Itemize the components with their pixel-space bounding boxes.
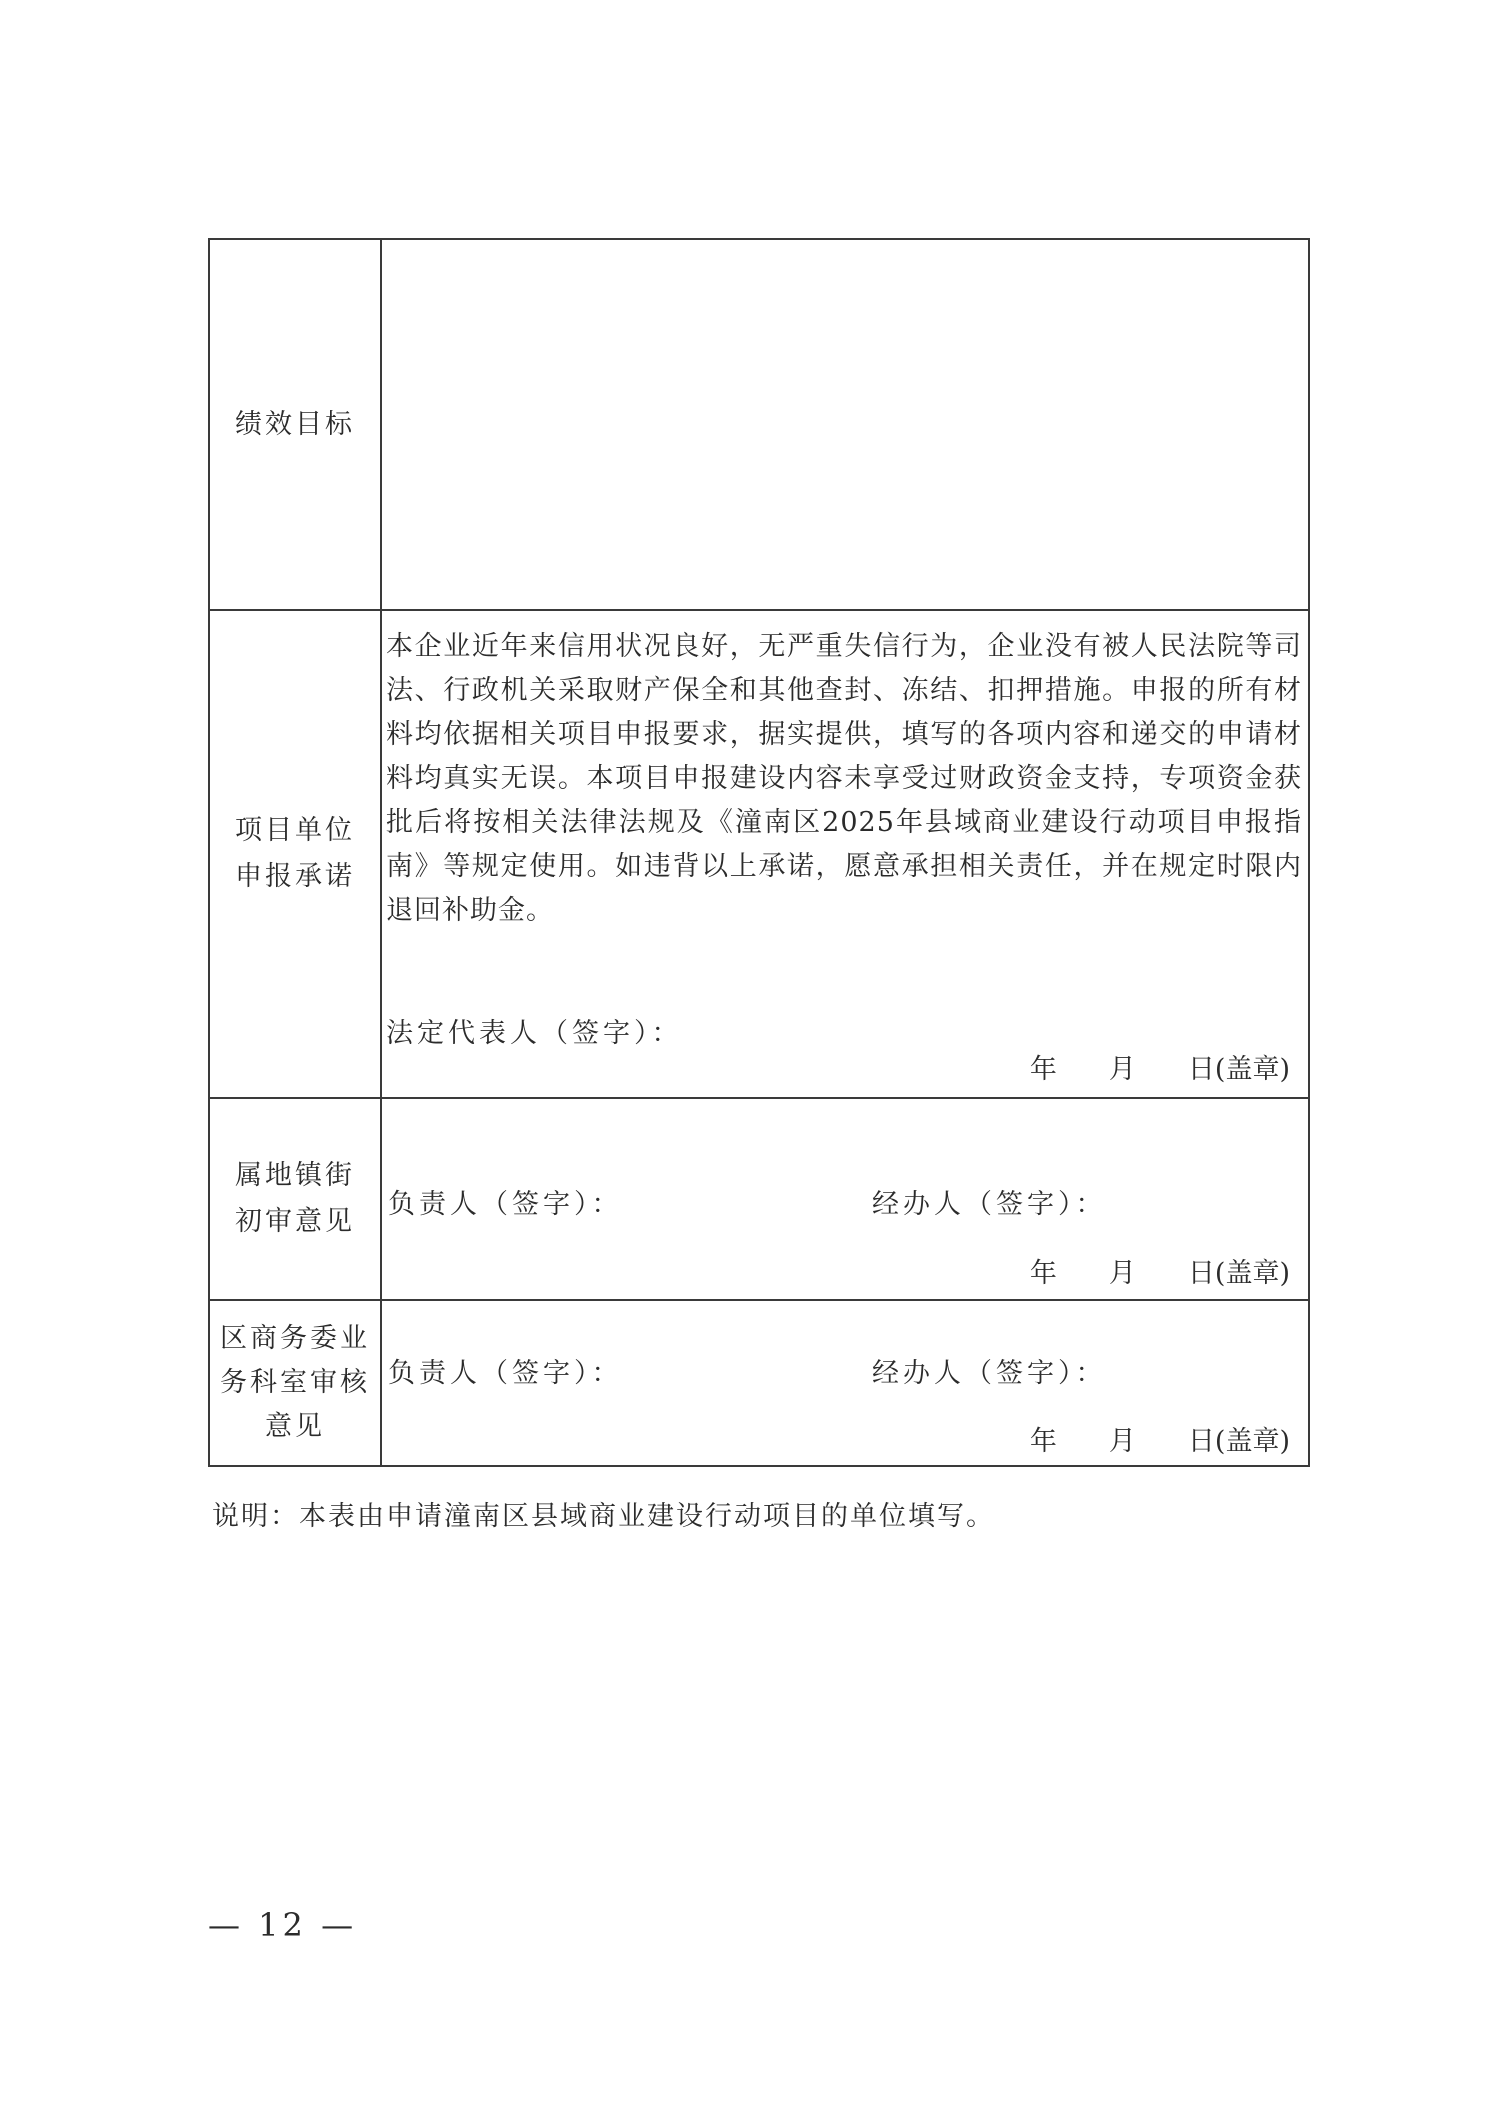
dept-label-line1: 区商务委业 xyxy=(220,1323,370,1354)
dept-handler-signature-label: 经办人（签字）： xyxy=(872,1358,1107,1389)
dept-label-cell xyxy=(209,1300,381,1466)
goal-content-cell[interactable] xyxy=(381,239,1309,610)
dept-responsible-signature-label: 负责人（签字）： xyxy=(388,1358,623,1389)
town-date-line xyxy=(1030,1251,1290,1290)
goal-label: 绩效目标 xyxy=(235,408,355,440)
pledge-date-month: 月 xyxy=(1108,1054,1136,1085)
pledge-date-year: 年 xyxy=(1029,1054,1057,1085)
legal-rep-signature-label: 法定代表人（签字）： xyxy=(386,1018,683,1049)
pledge-date-line xyxy=(1030,1047,1290,1086)
dept-date-year: 年 xyxy=(1029,1426,1057,1457)
pledge-label-line1: 项目单位 xyxy=(235,815,355,846)
application-form-table xyxy=(208,238,1310,1467)
pledge-label-line2: 申报承诺 xyxy=(235,861,355,892)
dept-date-line xyxy=(1030,1419,1290,1458)
town-date-day: 日(盖章) xyxy=(1187,1258,1290,1289)
pledge-date-day: 日(盖章) xyxy=(1187,1054,1290,1085)
town-review-row xyxy=(209,1098,1309,1300)
pledge-text: 本企业近年来信用状况良好，无严重失信行为，企业没有被人民法院等司法、行政机关采取财产保全和其他查封、冻结、扣押措施。申报的所有材料均依据相关项目申报要求，据实提供，填写的各项内容和递交的申请材料均真实无误。本项目申报建设内容未享受过财政资金支持，专项资金获批后将按相关法律法规及《潼南区2025年县域商业建设行动项目申报指南》等规定使用。如违背以上承诺，愿意承担相关责任，并在规定时限内退回补助金。 xyxy=(386,631,1302,926)
town-date-year: 年 xyxy=(1029,1258,1057,1289)
page-number: — 12 — xyxy=(208,1906,358,1944)
town-content-cell xyxy=(381,1098,1309,1300)
town-label-cell xyxy=(209,1098,381,1300)
pledge-content-cell xyxy=(381,610,1309,1098)
pledge-label-cell xyxy=(209,610,381,1098)
dept-date-day: 日(盖章) xyxy=(1187,1426,1290,1457)
town-handler-signature-label: 经办人（签字）： xyxy=(872,1189,1107,1220)
goal-row xyxy=(209,239,1309,610)
dept-review-row xyxy=(209,1300,1309,1466)
town-label-line1: 属地镇街 xyxy=(235,1160,355,1191)
dept-label-line3: 意见 xyxy=(265,1411,325,1442)
pledge-row xyxy=(209,610,1309,1098)
dept-date-month: 月 xyxy=(1108,1426,1136,1457)
town-label-line2: 初审意见 xyxy=(235,1206,355,1237)
town-date-month: 月 xyxy=(1108,1258,1136,1289)
town-responsible-signature-label: 负责人（签字）： xyxy=(388,1189,623,1220)
dept-label-line2: 务科室审核 xyxy=(220,1367,370,1398)
goal-label-cell xyxy=(209,239,381,610)
form-note: 说明：本表由申请潼南区县域商业建设行动项目的单位填写。 xyxy=(212,1501,995,1532)
dept-content-cell xyxy=(381,1300,1309,1466)
